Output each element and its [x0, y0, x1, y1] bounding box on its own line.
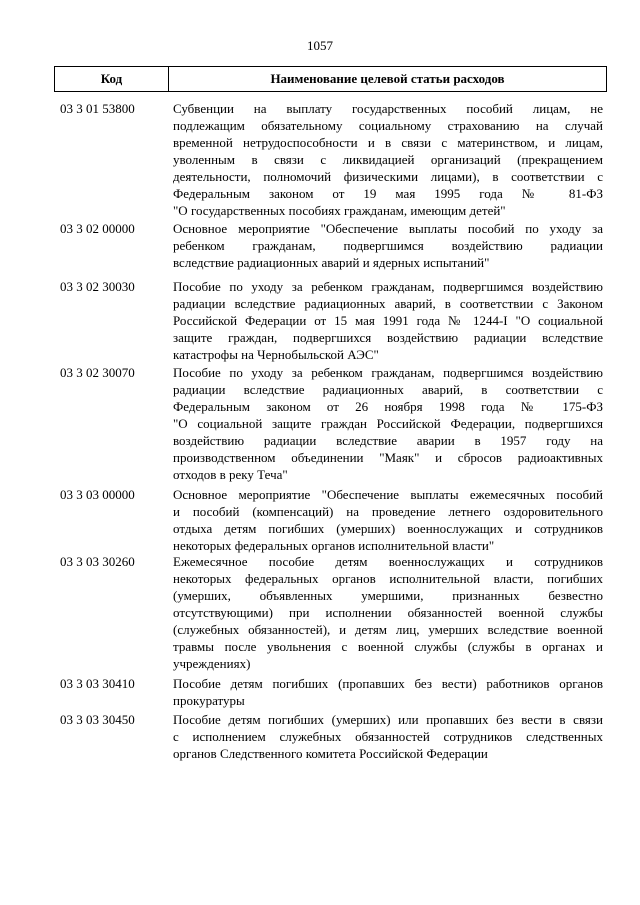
description-line: радиации вследствие радиационных аварий, в соответствии с Законом — [173, 296, 603, 311]
description-line: некоторых федеральных органов исполнительной власти, погибших — [173, 571, 603, 586]
row-code: 03 3 03 30450 — [60, 712, 135, 727]
description-line: отходов в реку Теча" — [173, 467, 288, 482]
description-line: Основное мероприятие "Обеспечение выплаты ежемесячных пособий — [173, 487, 603, 502]
description-line: прокуратуры — [173, 693, 245, 708]
description-line: катастрофы на Чернобыльской АЭС" — [173, 347, 379, 362]
row-description — [173, 364, 603, 483]
description-line: радиации вследствие радиационных аварий, в соответствии с — [173, 382, 603, 397]
description-line: защите граждан, подвергшихся воздействию радиации вследствие — [173, 330, 603, 345]
description-line: временной нетрудоспособности и в связи с материнством, и лицам, — [173, 135, 603, 150]
description-line: органов Следственного комитета Российской Федерации — [173, 746, 488, 761]
page-number: 1057 — [307, 38, 333, 53]
row-code: 03 3 03 30410 — [60, 676, 135, 691]
description-line: "О государственных пособиях гражданам, имеющим детей" — [173, 203, 506, 218]
description-line: воздействию радиации вследствие аварии в 1957 году на — [173, 433, 603, 448]
description-line: Субвенции на выплату государственных пособий лицам, не — [173, 101, 603, 116]
row-description — [173, 278, 603, 363]
description-line: отсутствующими) при исполнении обязанностей военной службы — [173, 605, 603, 620]
row-code: 03 3 02 00000 — [60, 221, 135, 236]
description-line: Федеральным законом от 19 мая 1995 года № 81-ФЗ — [173, 186, 603, 201]
description-line: ребенком гражданам, подвергшимся воздействию радиации — [173, 238, 603, 253]
description-line: травмы после увольнения с военной службы (службы в органах и — [173, 639, 603, 654]
row-description — [173, 553, 603, 672]
description-line: учреждениях) — [173, 656, 251, 671]
description-line: Пособие детям погибших (умерших) или пропавших без вести в связи — [173, 712, 603, 727]
row-code: 03 3 02 30070 — [60, 365, 135, 380]
description-line: Российской Федерации от 15 мая 1991 года № 1244-I "О социальной — [173, 313, 603, 328]
row-description — [173, 675, 603, 709]
description-line: некоторых федеральных органов исполнительной власти" — [173, 538, 495, 553]
description-line: уволенным в связи с ликвидацией организаций (прекращением — [173, 152, 603, 167]
description-line: Пособие по уходу за ребенком гражданам, подвергшимся воздействию — [173, 365, 603, 380]
row-description — [173, 100, 603, 219]
description-line: "О социальной защите граждан Российской Федерации, подвергшихся — [173, 416, 603, 431]
description-line: (служебных обязанностей), и детям лиц, умерших вследствие военной — [173, 622, 603, 637]
description-line: Ежемесячное пособие детям военнослужащих и сотрудников — [173, 554, 603, 569]
description-line: вследствие радиационных аварий и ядерных испытаний" — [173, 255, 490, 270]
description-line: подлежащим обязательному социальному страхованию на случай — [173, 118, 603, 133]
description-line: (умерших, объявленных умершими, признанных безвестно — [173, 588, 603, 603]
description-line: производственном объединении "Маяк" и сбросов радиоактивных — [173, 450, 603, 465]
row-code: 03 3 03 00000 — [60, 487, 135, 502]
description-line: отдыха детям погибших (умерших) военнослужащих и сотрудников — [173, 521, 603, 536]
row-code: 03 3 02 30030 — [60, 279, 135, 294]
description-line: Пособие детям погибших (пропавших без вести) работников органов — [173, 676, 603, 691]
description-line: Основное мероприятие "Обеспечение выплаты пособий по уходу за — [173, 221, 603, 236]
description-line: Пособие по уходу за ребенком гражданам, подвергшимся воздействию — [173, 279, 603, 294]
column-header-name: Наименование целевой статьи расходов — [270, 71, 505, 86]
description-line: с исполнением служебных обязанностей сотрудников следственных — [173, 729, 603, 744]
description-line: и пособий (компенсаций) на проведение летнего оздоровительного — [173, 504, 603, 519]
row-code: 03 3 01 53800 — [60, 101, 135, 116]
table-header — [54, 66, 607, 92]
description-line: Федеральным законом от 26 ноября 1998 года № 175-ФЗ — [173, 399, 603, 414]
description-line: деятельности, полномочий физическими лицами), в соответствии с — [173, 169, 603, 184]
row-description — [173, 220, 603, 271]
row-description — [173, 486, 603, 554]
row-description — [173, 711, 603, 762]
row-code: 03 3 03 30260 — [60, 554, 135, 569]
column-header-code: Код — [55, 67, 169, 91]
